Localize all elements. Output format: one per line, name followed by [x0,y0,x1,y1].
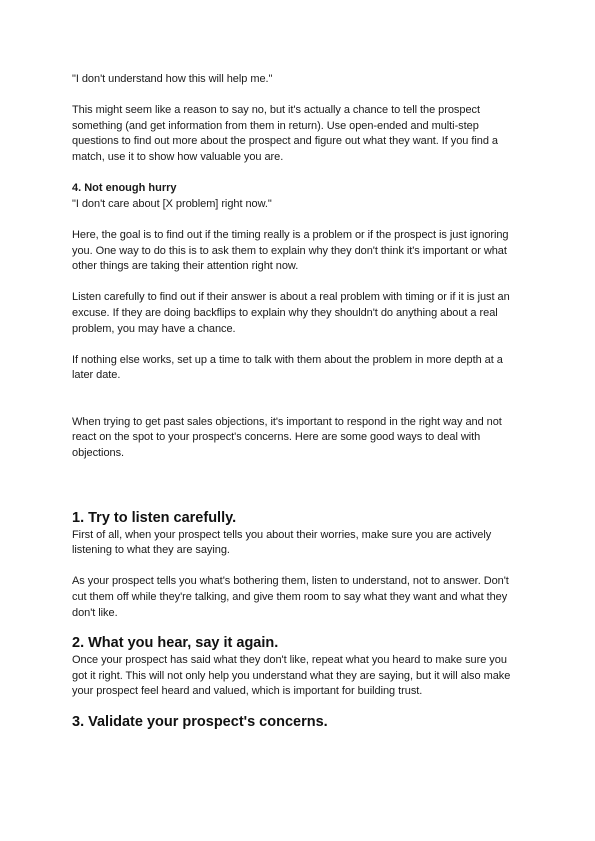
body-paragraph: Listen carefully to find out if their answer is about a real problem with timing or if it is just an excuse. If they are doing backflips to explain why they shouldn't do anything about a real problem, you may have a chance. [72,291,510,335]
section-heading: 1. Try to listen carefully. [72,509,237,526]
intro-paragraph: When trying to get past sales objections, it's important to respond in the right way and not react on the spot to your prospect's concerns. Here are some good ways to deal with objections. [72,415,502,460]
objection-heading: 4. Not enough hurry [72,182,177,195]
body-paragraph: Here, the goal is to find out if the timing really is a problem or if the prospect is just ignoring you. One way to do this is to ask them to explain why they don't think it's important or what other things are taking their attention right now. [72,228,509,273]
section-heading: 3. Validate your prospect's concerns. [72,714,328,730]
body-paragraph: Once your prospect has said what they don't like, repeat what you heard to make sure you got it right. This will not only help you understand what they are saying, but it will also make your prospect feel heard and valued, which is important for building trust. [72,654,511,698]
body-paragraph: First of all, when your prospect tells you about their worries, make sure you are actively listening to what they are saying. [72,528,492,557]
document-page [72,72,524,732]
body-paragraph: As your prospect tells you what's bothering them, listen to understand, not to answer. Don't cut them off while they're talking, and give them room to say what they want and what they don't like. [72,575,509,619]
quote-paragraph: "I don't care about [X problem] right now." [72,197,272,210]
quote-paragraph: "I don't understand how this will help me." [72,73,273,85]
body-paragraph: This might seem like a reason to say no, but it's actually a chance to tell the prospect something (and get information from them in return). Use open-ended and multi-step questions to find out more about the prospect and figure out what they want. If you find a match, use it to show how valuable you are. [72,104,498,163]
body-paragraph: If nothing else works, set up a time to talk with them about the problem in more depth at a later date. [72,353,503,382]
section-heading: 2. What you hear, say it again. [72,635,279,652]
